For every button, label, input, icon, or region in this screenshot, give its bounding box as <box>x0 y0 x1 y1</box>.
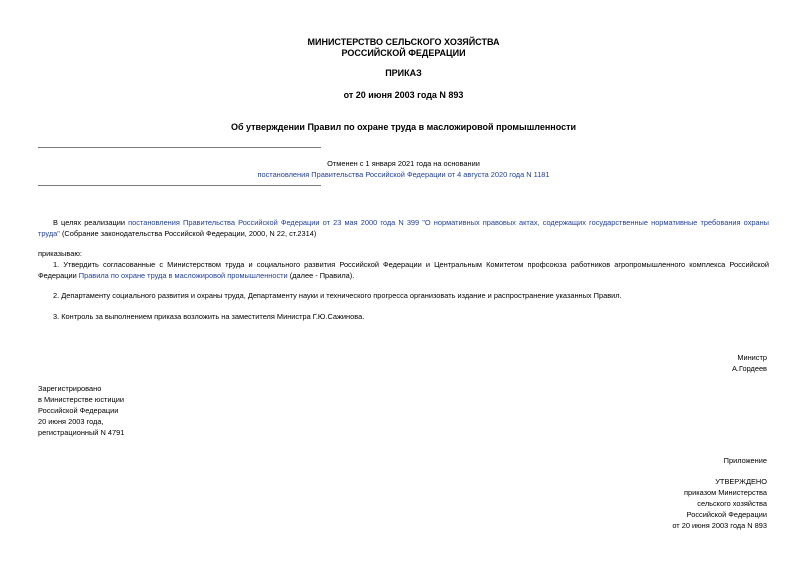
item-1-link[interactable]: Правила по охране труда в масложировой промышленности <box>78 271 288 280</box>
ministry-line-1: МИНИСТЕРСТВО СЕЛЬСКОГО ХОЗЯЙСТВА <box>307 37 500 47</box>
notice-link-row <box>0 169 807 180</box>
order-word: приказываю: <box>38 249 82 258</box>
item-1-lead: 1. Утвердить согласованные с Министерством труда и социального развития Российской Федерации и Центральным Комитетом профсоюза работников агропромышленного комплекса Российской Федерации <box>38 260 769 280</box>
appendix-line-3: Российской Федерации <box>686 510 767 519</box>
notice-bottom-rule <box>38 185 321 186</box>
registration-line-1: Зарегистрировано <box>38 384 102 393</box>
notice-top-rule <box>38 147 321 148</box>
item-1 <box>38 259 769 281</box>
appendix-approved: УТВЕРЖДЕНО <box>715 477 767 486</box>
doc-title: Об утверждении Правил по охране труда в масложировой промышленности <box>230 122 577 132</box>
item-3: 3. Контроль за выполнением приказа возложить на заместителя Министра Г.Ю.Сажинова. <box>53 312 365 321</box>
registration-line-3: Российской Федерации <box>38 406 119 415</box>
signature-name: А.Гордеев <box>731 364 767 373</box>
appendix-line-2: сельского хозяйства <box>697 499 767 508</box>
item-2: 2. Департаменту социального развития и охраны труда, Департаменту науки и технического прогресса организовать издание и распространение указанных Правил. <box>53 291 622 300</box>
registration-line-4: 20 июня 2003 года, <box>38 417 104 426</box>
registration-line-2: в Министерстве юстиции <box>38 395 125 404</box>
ministry-line-2: РОССИЙСКОЙ ФЕДЕРАЦИИ <box>341 48 466 58</box>
preamble-link[interactable]: постановления Правительства Российской Федерации от 23 мая 2000 года N 399 "О нормативных правовых актах, содержащих государственные нормативные требования охраны труда" <box>38 218 769 238</box>
notice-line-1: Отменен с 1 января 2021 года на основании <box>327 159 480 168</box>
registration-block <box>38 383 288 438</box>
doc-date-number: от 20 июня 2003 года N 893 <box>343 90 464 100</box>
preamble-tail: (Собрание законодательства Российской Федерации, 2000, N 22, ст.2314) <box>59 229 317 238</box>
preamble <box>38 217 769 239</box>
appendix-approved-block <box>567 476 767 531</box>
appendix-label: Приложение <box>723 456 767 465</box>
appendix-line-4: от 20 июня 2003 года N 893 <box>672 521 767 530</box>
notice-link[interactable]: постановления Правительства Российской Федерации от 4 августа 2020 года N 1181 <box>257 170 550 179</box>
registration-line-5: регистрационный N 4791 <box>38 428 125 437</box>
preamble-lead: В целях реализации <box>53 218 129 227</box>
item-1-tail: (далее - Правила). <box>287 271 355 280</box>
doc-type: ПРИКАЗ <box>385 68 422 78</box>
appendix-line-1: приказом Министерства <box>684 488 767 497</box>
signature <box>567 352 767 374</box>
signature-position: Министр <box>737 353 767 362</box>
ministry-heading <box>0 37 807 59</box>
